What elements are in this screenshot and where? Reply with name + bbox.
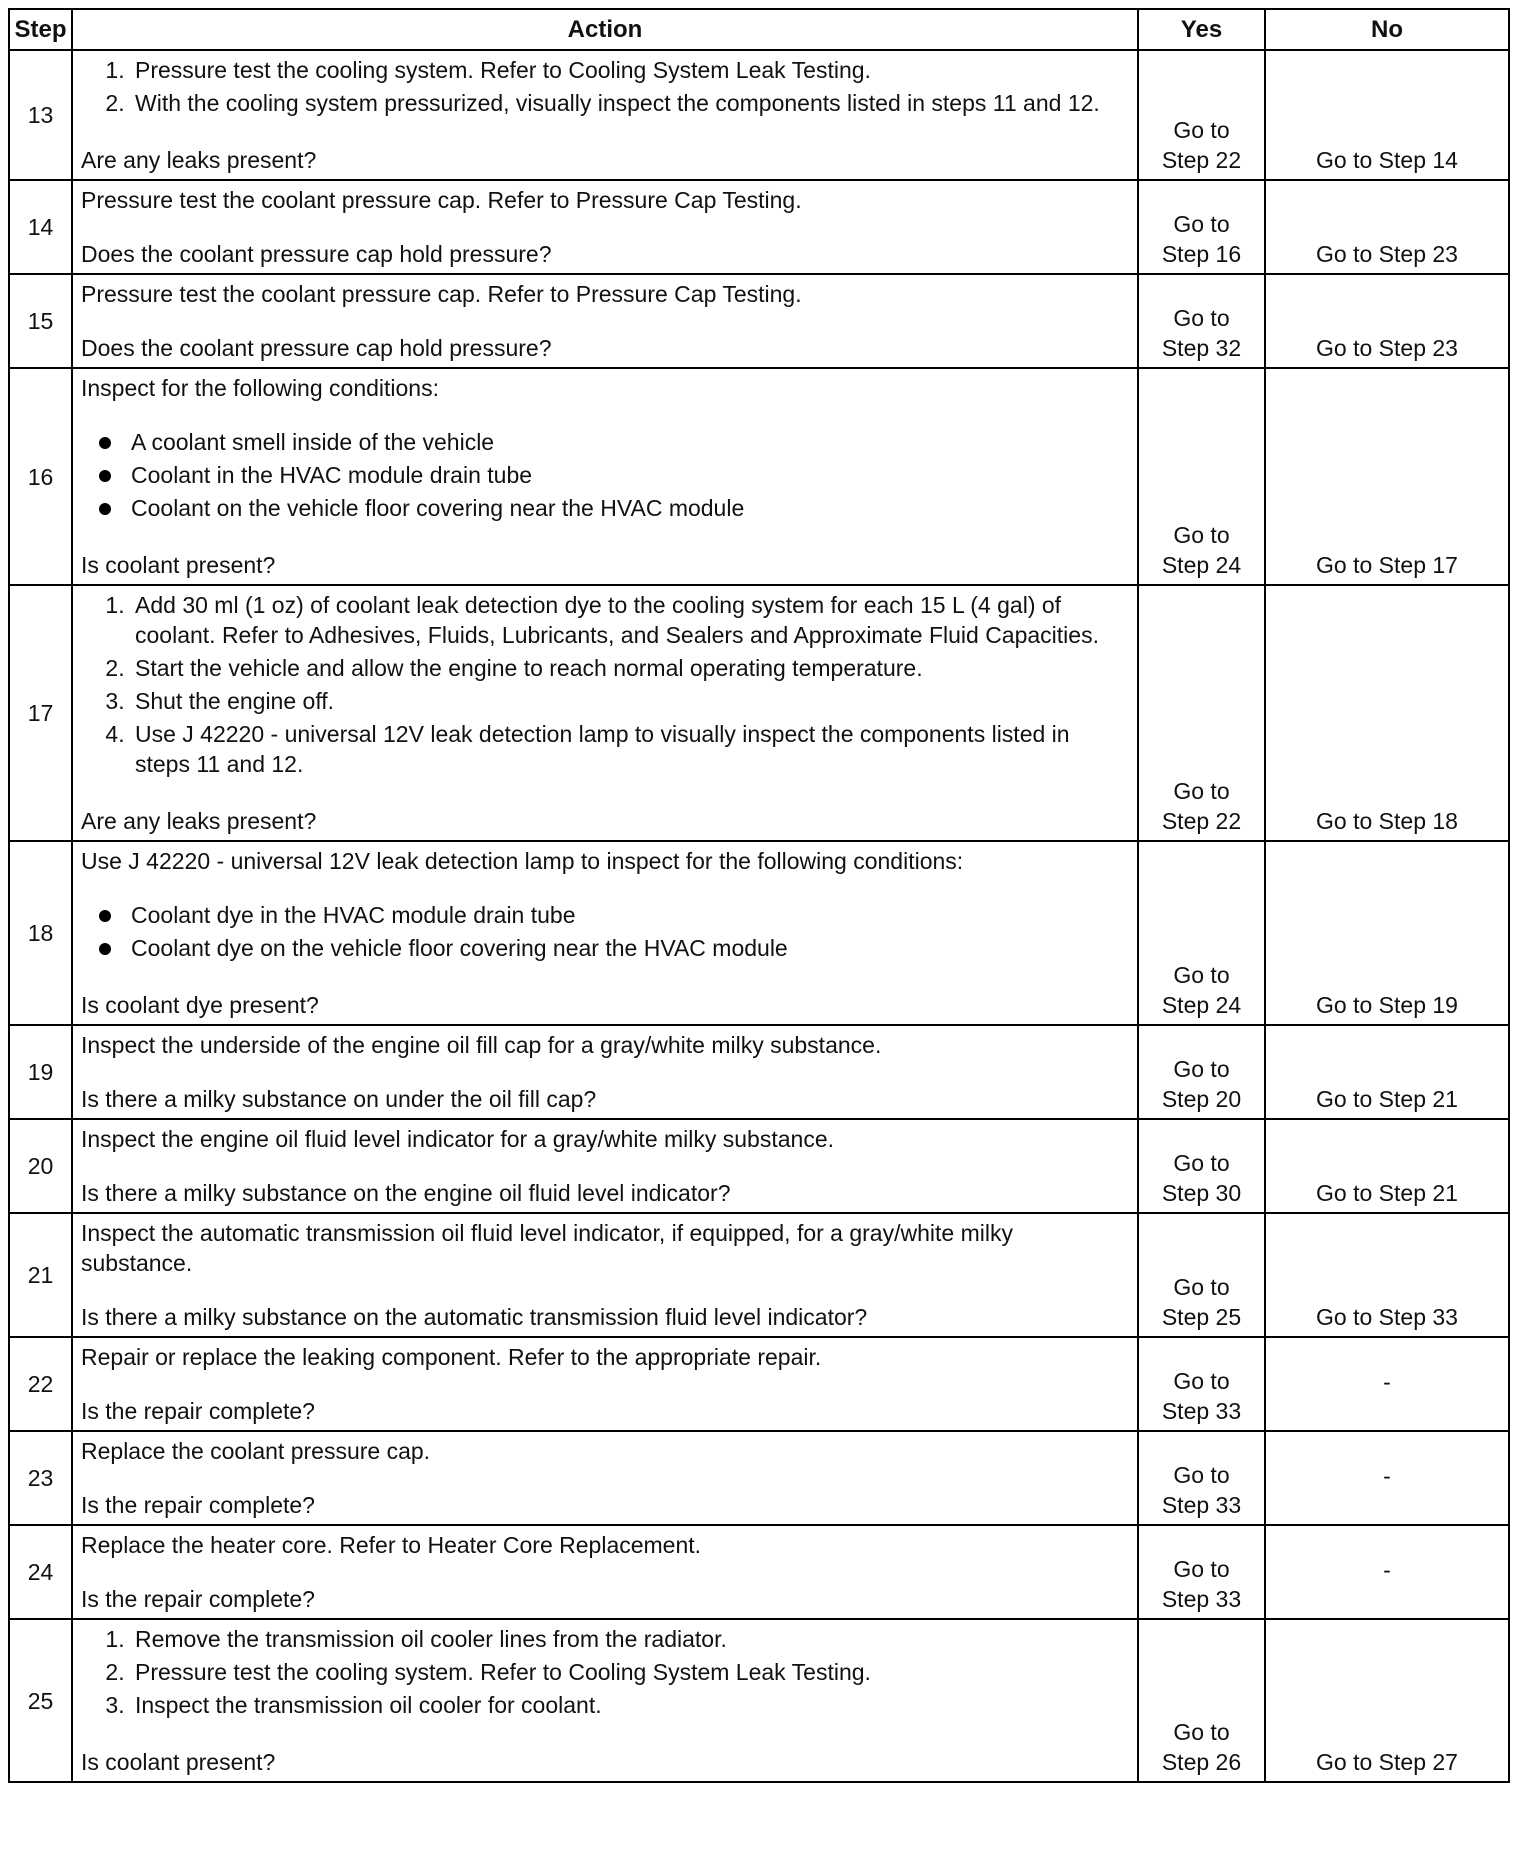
no-result: Go to Step 23: [1316, 241, 1458, 267]
yes-cell: [1138, 368, 1265, 585]
yes-result-line: Step 30: [1161, 1180, 1242, 1206]
table-row: [9, 841, 1509, 1025]
yes-cell: [1138, 1025, 1265, 1119]
paragraph-gap: [81, 1723, 1129, 1747]
no-result: Go to Step 23: [1316, 335, 1458, 361]
no-result: Go to Step 14: [1316, 147, 1458, 173]
numbered-step: 3. Inspect the transmission oil cooler for coolant.: [131, 1690, 1129, 1720]
diagnostic-table-container: [8, 8, 1510, 1783]
action-text: Is coolant present?: [81, 1749, 276, 1775]
paragraph-gap: [81, 1560, 1129, 1584]
action-cell: [72, 50, 1138, 180]
no-cell: [1265, 1213, 1509, 1337]
no-cell: [1265, 368, 1509, 585]
no-cell: [1265, 180, 1509, 274]
condition-item: [131, 427, 1129, 457]
numbered-step: 1. Add 30 ml (1 oz) of coolant leak detection dye to the cooling system for each 15 L (4 gal) of coolant. Refer to Adhesives, Fluids, Lubricants, and Sealers and Approximate Fluid Capacities.: [131, 590, 1129, 650]
condition-text: A coolant smell inside of the vehicle: [131, 429, 495, 455]
step-number: 13: [9, 50, 72, 180]
yes-column-header: Yes: [1138, 9, 1265, 50]
paragraph-gap: [81, 782, 1129, 806]
condition-list: [81, 900, 1129, 963]
step-number: 14: [9, 180, 72, 274]
action-text: Is there a milky substance on the automatic transmission fluid level indicator?: [81, 1304, 868, 1330]
condition-text: Coolant in the HVAC module drain tube: [131, 462, 533, 488]
yes-cell: [1138, 180, 1265, 274]
no-result: -: [1383, 1557, 1391, 1583]
yes-result-line: Step 24: [1161, 552, 1242, 578]
step-number: 16: [9, 368, 72, 585]
paragraph-gap: [81, 1466, 1129, 1490]
action-text: Is the repair complete?: [81, 1586, 315, 1612]
yes-result-line: Step 22: [1161, 147, 1242, 173]
action-cell: [72, 585, 1138, 841]
yes-result-line: Step 32: [1161, 335, 1242, 361]
yes-result-line: Step 20: [1161, 1086, 1242, 1112]
no-result: Go to Step 17: [1316, 552, 1458, 578]
paragraph-gap: [81, 1372, 1129, 1396]
numbered-step: 4. Use J 42220 - universal 12V leak detection lamp to visually inspect the components listed in steps 11 and 12.: [131, 719, 1129, 779]
paragraph-gap: [81, 1154, 1129, 1178]
step-number: 17: [9, 585, 72, 841]
no-cell: [1265, 1525, 1509, 1619]
numbered-step: 2. With the cooling system pressurized, visually inspect the components listed in steps 11 and 12.: [131, 88, 1129, 118]
condition-text: Coolant dye in the HVAC module drain tube: [131, 902, 576, 928]
action-cell: [72, 1119, 1138, 1213]
step-number: 15: [9, 274, 72, 368]
bullet-icon: [99, 503, 111, 515]
step-column-header: Step: [9, 9, 72, 50]
yes-cell: [1138, 274, 1265, 368]
paragraph-gap: [81, 309, 1129, 333]
numbered-steps-list: [81, 590, 1129, 779]
numbered-step: 1. Remove the transmission oil cooler lines from the radiator.: [131, 1624, 1129, 1654]
step-number: 20: [9, 1119, 72, 1213]
table-row: [9, 1119, 1509, 1213]
no-result: Go to Step 21: [1316, 1086, 1458, 1112]
numbered-step: 1. Pressure test the cooling system. Refer to Cooling System Leak Testing.: [131, 55, 1129, 85]
yes-result-line: Go to: [1173, 305, 1230, 331]
bullet-icon: [99, 910, 111, 922]
yes-cell: [1138, 50, 1265, 180]
numbered-step: 2. Pressure test the cooling system. Refer to Cooling System Leak Testing.: [131, 1657, 1129, 1687]
yes-result-line: Go to: [1173, 1556, 1230, 1582]
no-cell: [1265, 1431, 1509, 1525]
diagnostic-table: [8, 8, 1510, 1783]
yes-cell: [1138, 1213, 1265, 1337]
action-text: Replace the coolant pressure cap.: [81, 1438, 431, 1464]
table-row: [9, 1525, 1509, 1619]
action-text: Is coolant present?: [81, 552, 276, 578]
yes-result-line: Go to: [1173, 778, 1230, 804]
table-row: [9, 274, 1509, 368]
no-result: Go to Step 33: [1316, 1304, 1458, 1330]
action-text: Inspect the engine oil fluid level indicator for a gray/white milky substance.: [81, 1126, 835, 1152]
yes-result-line: Go to: [1173, 1150, 1230, 1176]
no-result: Go to Step 27: [1316, 1749, 1458, 1775]
action-cell: [72, 1025, 1138, 1119]
action-text: Pressure test the coolant pressure cap. Refer to Pressure Cap Testing.: [81, 187, 802, 213]
yes-result-line: Go to: [1173, 522, 1230, 548]
yes-cell: [1138, 841, 1265, 1025]
step-number: 24: [9, 1525, 72, 1619]
no-cell: [1265, 585, 1509, 841]
yes-result-line: Step 33: [1161, 1398, 1242, 1424]
no-cell: [1265, 50, 1509, 180]
action-column-header: Action: [72, 9, 1138, 50]
action-text: Use J 42220 - universal 12V leak detection lamp to inspect for the following conditions:: [81, 848, 964, 874]
no-result: Go to Step 21: [1316, 1180, 1458, 1206]
numbered-step: 2. Start the vehicle and allow the engine to reach normal operating temperature.: [131, 653, 1129, 683]
action-cell: [72, 1337, 1138, 1431]
paragraph-gap: [81, 1278, 1129, 1302]
numbered-steps-list: [81, 1624, 1129, 1720]
yes-result-line: Step 25: [1161, 1304, 1242, 1330]
bullet-icon: [99, 470, 111, 482]
table-row: [9, 1337, 1509, 1431]
yes-cell: [1138, 585, 1265, 841]
yes-result-line: Step 22: [1161, 808, 1242, 834]
yes-result-line: Go to: [1173, 117, 1230, 143]
action-text: Does the coolant pressure cap hold pressure?: [81, 241, 552, 267]
no-cell: [1265, 1119, 1509, 1213]
table-body: [9, 50, 1509, 1782]
condition-item: [131, 933, 1129, 963]
action-cell: [72, 841, 1138, 1025]
condition-text: Coolant dye on the vehicle floor covering near the HVAC module: [131, 935, 788, 961]
paragraph-gap: [81, 1060, 1129, 1084]
yes-result-line: Go to: [1173, 1462, 1230, 1488]
no-cell: [1265, 1337, 1509, 1431]
yes-result-line: Step 16: [1161, 241, 1242, 267]
condition-item: [131, 900, 1129, 930]
yes-cell: [1138, 1619, 1265, 1782]
paragraph-gap: [81, 876, 1129, 900]
action-text: Does the coolant pressure cap hold pressure?: [81, 335, 552, 361]
action-cell: [72, 1525, 1138, 1619]
action-cell: [72, 274, 1138, 368]
no-result: -: [1383, 1369, 1391, 1395]
no-result: Go to Step 19: [1316, 992, 1458, 1018]
condition-list: [81, 427, 1129, 523]
action-text: Is there a milky substance on under the oil fill cap?: [81, 1086, 597, 1112]
table-row: [9, 1619, 1509, 1782]
action-text: Inspect the automatic transmission oil fluid level indicator, if equipped, for a gray/white milky substance.: [81, 1220, 1013, 1276]
yes-result-line: Step 33: [1161, 1492, 1242, 1518]
yes-cell: [1138, 1431, 1265, 1525]
numbered-step: 3. Shut the engine off.: [131, 686, 1129, 716]
action-text: Is the repair complete?: [81, 1398, 315, 1424]
no-column-header: No: [1265, 9, 1509, 50]
table-row: [9, 585, 1509, 841]
paragraph-gap: [81, 526, 1129, 550]
step-number: 18: [9, 841, 72, 1025]
no-cell: [1265, 841, 1509, 1025]
yes-result-line: Go to: [1173, 1719, 1230, 1745]
action-text: Inspect the underside of the engine oil fill cap for a gray/white milky substance.: [81, 1032, 882, 1058]
step-number: 19: [9, 1025, 72, 1119]
table-row: [9, 1213, 1509, 1337]
step-number: 23: [9, 1431, 72, 1525]
paragraph-gap: [81, 966, 1129, 990]
yes-cell: [1138, 1119, 1265, 1213]
action-text: Inspect for the following conditions:: [81, 375, 439, 401]
table-row: [9, 180, 1509, 274]
no-cell: [1265, 274, 1509, 368]
yes-result-line: Go to: [1173, 1368, 1230, 1394]
table-header-row: [9, 9, 1509, 50]
action-text: Is there a milky substance on the engine oil fluid level indicator?: [81, 1180, 731, 1206]
table-row: [9, 1431, 1509, 1525]
numbered-steps-list: [81, 55, 1129, 118]
action-cell: [72, 1619, 1138, 1782]
action-text: Are any leaks present?: [81, 808, 317, 834]
yes-cell: [1138, 1337, 1265, 1431]
step-number: 21: [9, 1213, 72, 1337]
paragraph-gap: [81, 215, 1129, 239]
action-text: Is the repair complete?: [81, 1492, 315, 1518]
bullet-icon: [99, 437, 111, 449]
action-text: Repair or replace the leaking component. Refer to the appropriate repair.: [81, 1344, 822, 1370]
yes-result-line: Step 26: [1161, 1749, 1242, 1775]
yes-result-line: Go to: [1173, 1056, 1230, 1082]
no-cell: [1265, 1619, 1509, 1782]
paragraph-gap: [81, 403, 1129, 427]
yes-result-line: Step 33: [1161, 1586, 1242, 1612]
action-cell: [72, 368, 1138, 585]
action-text: Pressure test the coolant pressure cap. Refer to Pressure Cap Testing.: [81, 281, 802, 307]
table-row: [9, 1025, 1509, 1119]
no-result: Go to Step 18: [1316, 808, 1458, 834]
action-text: Is coolant dye present?: [81, 992, 319, 1018]
no-result: -: [1383, 1463, 1391, 1489]
table-row: [9, 50, 1509, 180]
step-number: 22: [9, 1337, 72, 1431]
paragraph-gap: [81, 121, 1129, 145]
action-cell: [72, 180, 1138, 274]
yes-result-line: Step 24: [1161, 992, 1242, 1018]
yes-result-line: Go to: [1173, 211, 1230, 237]
bullet-icon: [99, 943, 111, 955]
action-cell: [72, 1431, 1138, 1525]
condition-text: Coolant on the vehicle floor covering near the HVAC module: [131, 495, 745, 521]
condition-item: [131, 493, 1129, 523]
action-cell: [72, 1213, 1138, 1337]
yes-result-line: Go to: [1173, 962, 1230, 988]
action-text: Replace the heater core. Refer to Heater Core Replacement.: [81, 1532, 702, 1558]
action-text: Are any leaks present?: [81, 147, 317, 173]
condition-item: [131, 460, 1129, 490]
yes-result-line: Go to: [1173, 1274, 1230, 1300]
table-row: [9, 368, 1509, 585]
step-number: 25: [9, 1619, 72, 1782]
yes-cell: [1138, 1525, 1265, 1619]
no-cell: [1265, 1025, 1509, 1119]
